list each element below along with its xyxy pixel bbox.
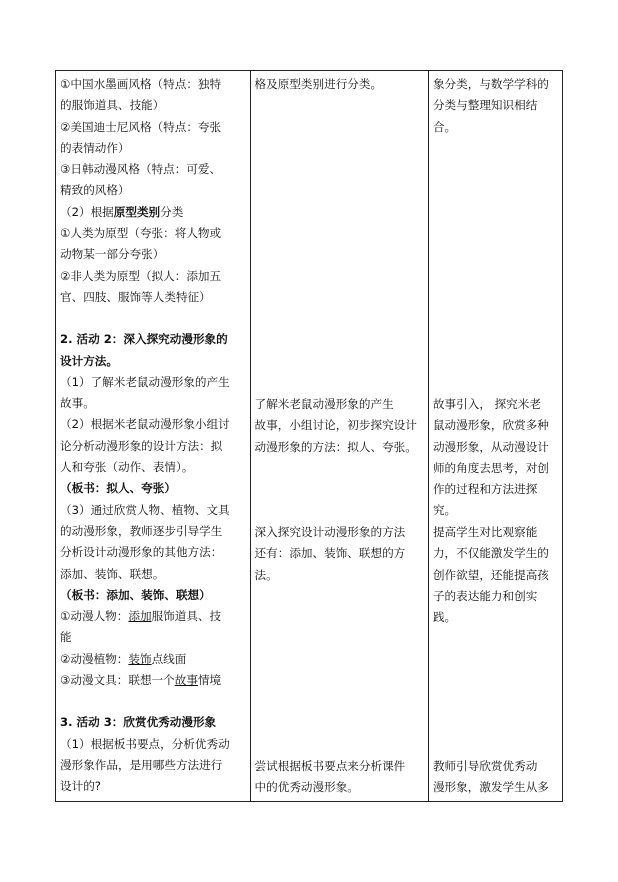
text-line: 合。 [432, 119, 457, 134]
text-run: ②动漫植物： [60, 651, 129, 666]
text-line: ②非人类为原型（拟人：添加五 [60, 268, 222, 283]
spacer [60, 308, 246, 329]
text-line: 象分类，与数学学科的 [432, 77, 549, 91]
text-line: 动物某一部分夸张） [60, 247, 165, 262]
paragraph [433, 522, 560, 628]
paragraph [433, 74, 560, 138]
text-line: 动漫形象的方法：拟人、夸张。 [254, 439, 417, 454]
table-row [56, 71, 563, 802]
activity-heading: 2. 活动 2：深入探究动漫形象的 [60, 332, 228, 347]
text-line: 鼠动漫形象，欣赏多种 [432, 418, 549, 433]
text-line: 论分析动漫形象的设计方法：拟 [60, 438, 223, 453]
text-run: 分类 [160, 204, 184, 219]
student-activity-cell [250, 71, 428, 802]
text-line: 格及原型类别进行分类。 [254, 77, 383, 91]
text-line: （1）根据板书要点，分析优秀动 [60, 736, 230, 751]
text-line: 提高学生对比观察能 [432, 525, 538, 539]
text-line: 漫形象，激发学生从多 [432, 780, 549, 795]
text-line: 尝试根据板书要点来分析课件 [254, 759, 406, 773]
text-line: 创作欲望，还能提高孩 [432, 567, 549, 582]
text-line [60, 670, 246, 691]
text-run: （2）根据 [60, 204, 114, 219]
text-line: 添加、装饰、联想。 [60, 566, 165, 581]
text-line: 中的优秀动漫形象。 [254, 780, 359, 795]
text-line: （2）根据米老鼠动漫形象小组讨 [60, 417, 230, 432]
lesson-plan-table [55, 70, 563, 802]
text-line: 故事引入， 探究米老 [432, 397, 541, 411]
teacher-activity-cell [56, 71, 251, 802]
text-line: 故事，小组讨论，初步探究设计 [254, 418, 417, 433]
text-line: 动漫形象，从动漫设计 [432, 439, 549, 454]
board-note: （板书：拟人、夸张） [60, 481, 176, 496]
text-line [60, 202, 246, 223]
text-line: 分析设计动漫形象的其他方法： [60, 545, 223, 560]
underlined-text: 故事 [174, 673, 198, 688]
text-line: 漫形象作品，是用哪些方法进行 [60, 757, 223, 772]
text-line: 能 [60, 630, 72, 645]
text-line: 设计的? [60, 779, 101, 794]
text-line: 的表情动作） [60, 140, 130, 155]
text-line: （1）了解米老鼠动漫形象的产生 [60, 374, 230, 389]
activity-heading: 设计方法。 [60, 353, 118, 368]
paragraph [433, 394, 560, 522]
underlined-text: 添加 [128, 609, 152, 624]
text-line: 了解米老鼠动漫形象的产生 [254, 397, 394, 411]
text-line: 力，不仅能激发学生的 [432, 546, 549, 561]
text-line: ②美国迪士尼风格（特点：夸张 [60, 119, 222, 134]
text-line: 究。 [432, 503, 457, 518]
text-line: 深入探究设计动漫形象的方法 [254, 525, 406, 539]
text-line: 子的表达能力和创实 [432, 588, 538, 603]
text-line: 分类与整理知识相结 [432, 98, 538, 113]
text-line: 法。 [254, 567, 278, 582]
text-run: 情境 [197, 673, 222, 688]
text-run: 点线面 [151, 651, 187, 666]
spacer [60, 691, 246, 712]
text-line [60, 649, 246, 670]
text-line: 践。 [432, 610, 457, 625]
text-line: 故事。 [60, 396, 95, 411]
activity-heading: 3. 活动 3：欣赏优秀动漫形象 [60, 715, 217, 730]
text-line: ①人类为原型（夸张：将人物或 [60, 226, 222, 241]
text-line: 作的过程和方法进探 [432, 482, 538, 497]
text-line: 还有：添加、装饰、联想的方 [254, 546, 406, 561]
board-note: （板书：添加、装饰、联想） [60, 587, 211, 602]
paragraph [255, 74, 426, 95]
text-line: 人和夸张（动作、表情）。 [60, 460, 194, 475]
text-line: 官、四肢、服饰等人类特征） [60, 289, 211, 304]
text-line: 的服饰道具、技能） [60, 98, 165, 113]
text-line: （3）通过欣赏人物、植物、文具 [60, 502, 230, 517]
text-line: 师的角度去思考，对创 [432, 460, 549, 475]
text-line: ①中国水墨画风格（特点：独特 [60, 77, 222, 91]
paragraph [255, 394, 426, 458]
text-line: 教师引导欣赏优秀动 [432, 759, 538, 773]
text-run: ①动漫人物： [60, 609, 129, 624]
text-line: ③日韩动漫风格（特点：可爱、 [60, 162, 222, 177]
text-run: ③动漫文具：联想一个 [60, 673, 175, 688]
text-line: 的动漫形象，教师逐步引导学生 [60, 523, 223, 538]
underlined-text: 装饰 [128, 651, 152, 666]
text-line [60, 606, 246, 627]
paragraph [433, 756, 560, 799]
bold-text: 原型类别 [113, 204, 161, 219]
paragraph [255, 522, 426, 586]
paragraph [255, 756, 426, 799]
text-run: 服饰道具、技 [151, 609, 222, 624]
text-line: 精致的风格） [60, 183, 130, 198]
design-intent-cell [428, 71, 562, 802]
